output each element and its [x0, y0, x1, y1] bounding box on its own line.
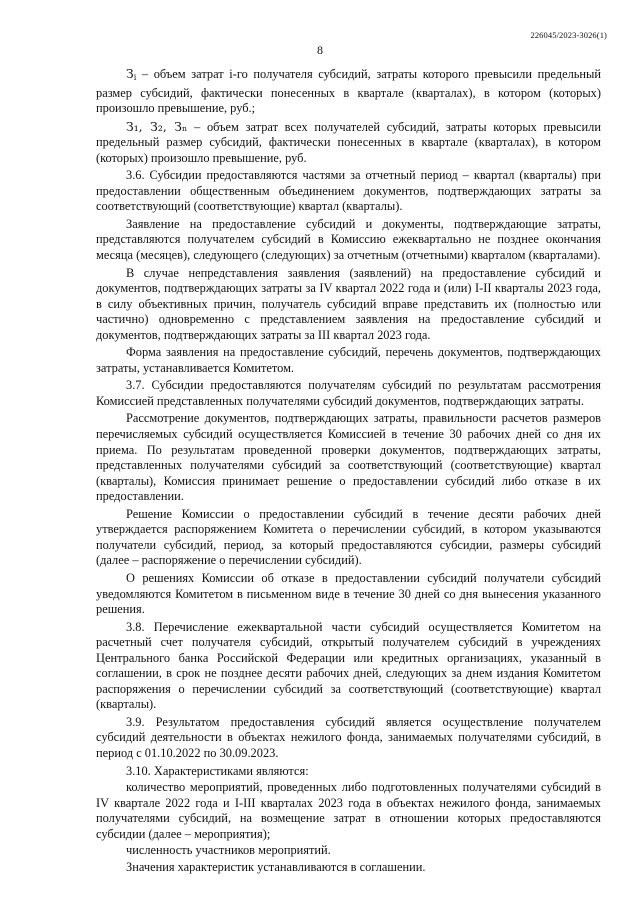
paragraph-3-6: 3.6. Субсидии предоставляются частями за отчетный период – квартал (кварталы) при предоставлении общественным объединением документов, подтверждающих затраты за соответствующий (соответствующие) квартал (кварталы). [96, 168, 601, 214]
paragraph-application-form: Форма заявления на предоставление субсидий, перечень документов, подтверждающих затраты, устанавливается Комитетом. [96, 345, 601, 375]
paragraph-3-7: 3.7. Субсидии предоставляются получателям субсидий по результатам рассмотрения Комиссией представленных получателями субсидий документов, подтверждающих затраты. [96, 378, 601, 408]
paragraph-3-9: 3.9. Результатом предоставления субсидий является осуществление получателем субсидий деятельности в объектах нежилого фонда, занимаемых получателями субсидий, в период с 01.10.2022 по 30.09.2023. [96, 714, 601, 760]
formula-symbol-zi: $З_i$ [126, 66, 137, 82]
paragraph-refusal: О решениях Комиссии об отказе в предоставлении субсидий получатели субсидий уведомляются Комитетом в письменном виде в течение 30 дней со дня вынесения указанного решения. [96, 570, 601, 617]
paragraph-non-submission: В случае непредставления заявления (заявлений) на предоставление субсидий и документов, подтверждающих затраты за IV квартал 2022 года и (или) I-II кварталы 2023 года, в силу объективных причин, получатель субсидий вправе представить их (полностью или частично) одновременно с представлением заявления на предоставление субсидий и документов, подтверждающих затраты за III квартал 2023 года. [96, 265, 601, 342]
document-registration-number: 226045/2023-3026(1) [530, 30, 607, 40]
paragraph-review: Рассмотрение документов, подтверждающих затраты, правильности расчетов размеров перечисляемых субсидий осуществляется Комиссией в течение 30 рабочих дней со дня их приема. По результатам проведенной проверки документов, подтверждающих затраты, представленных получателями субсидий за соответствующий (соответствующие) квартал (кварталы), Комиссия принимает решение о предоставлении субсидий либо отказе в их предоставлении. [96, 411, 601, 504]
paragraph-3-8: 3.8. Перечисление ежеквартальной части субсидий осуществляется Комитетом на расчетный счет получателя субсидий, открытый получателем субсидий в учреждениях Центрального банка Российской Федерации или кредитных организациях, указанный в соглашении, в срок не позднее десяти рабочих дней, следующих за днем издания Комитетом распоряжения о перечислении субсидий за соответствующий (соответствующие) квартал (кварталы). [96, 619, 601, 712]
paragraph-characteristic-values: Значения характеристик устанавливаются в соглашении. [126, 859, 426, 874]
paragraph-text: – объем затрат всех получателей субсидий, затраты которых превысили предельный размер субсидий, фактически понесенных в квартале (кварталах), в котором (которых) произошло превышение, руб. [96, 119, 601, 165]
paragraph-definition-zi [96, 66, 601, 117]
paragraph-decision: Решение Комиссии о предоставлении субсидий в течение десяти рабочих дней утверждается распоряжением Комитета о перечислении субсидий, в котором указываются получатели субсидий, период, за который предоставляются субсидии, размеры субсидий (далее – распоряжение о перечислении субсидий). [96, 506, 601, 568]
paragraph-definition-zsum [96, 119, 601, 167]
document-body [96, 66, 601, 877]
paragraph-application: Заявление на предоставление субсидий и документы, подтверждающие затраты, представляются получателем субсидий в Комиссию ежеквартально не позднее окончания месяца (месяцев), следующего (следующих) за отчетным (отчетными) кварталом (кварталами). [96, 216, 601, 263]
paragraph-characteristic-events: количество мероприятий, проведенных либо подготовленных получателями субсидий в IV квартале 2022 года и I-III кварталах 2023 года в объектах нежилого фонда, занимаемых получателями субсидий, на возмещение затрат в отношении которых предоставляются субсидии (далее – мероприятия); [96, 780, 601, 841]
paragraph-characteristic-participants: численность участников мероприятий. [126, 843, 331, 858]
paragraph-text: – объем затрат i-го получателя субсидий, затраты которого превысили предельный размер субсидий, фактически понесенных в квартале (кварталах), в котором (которых) произошло превышение, руб.; [96, 67, 601, 116]
formula-symbol-zsum: З₁, З₂, Зₙ [126, 118, 188, 134]
paragraph-3-10: 3.10. Характеристиками являются: [126, 763, 309, 778]
page-number: 8 [317, 43, 323, 57]
